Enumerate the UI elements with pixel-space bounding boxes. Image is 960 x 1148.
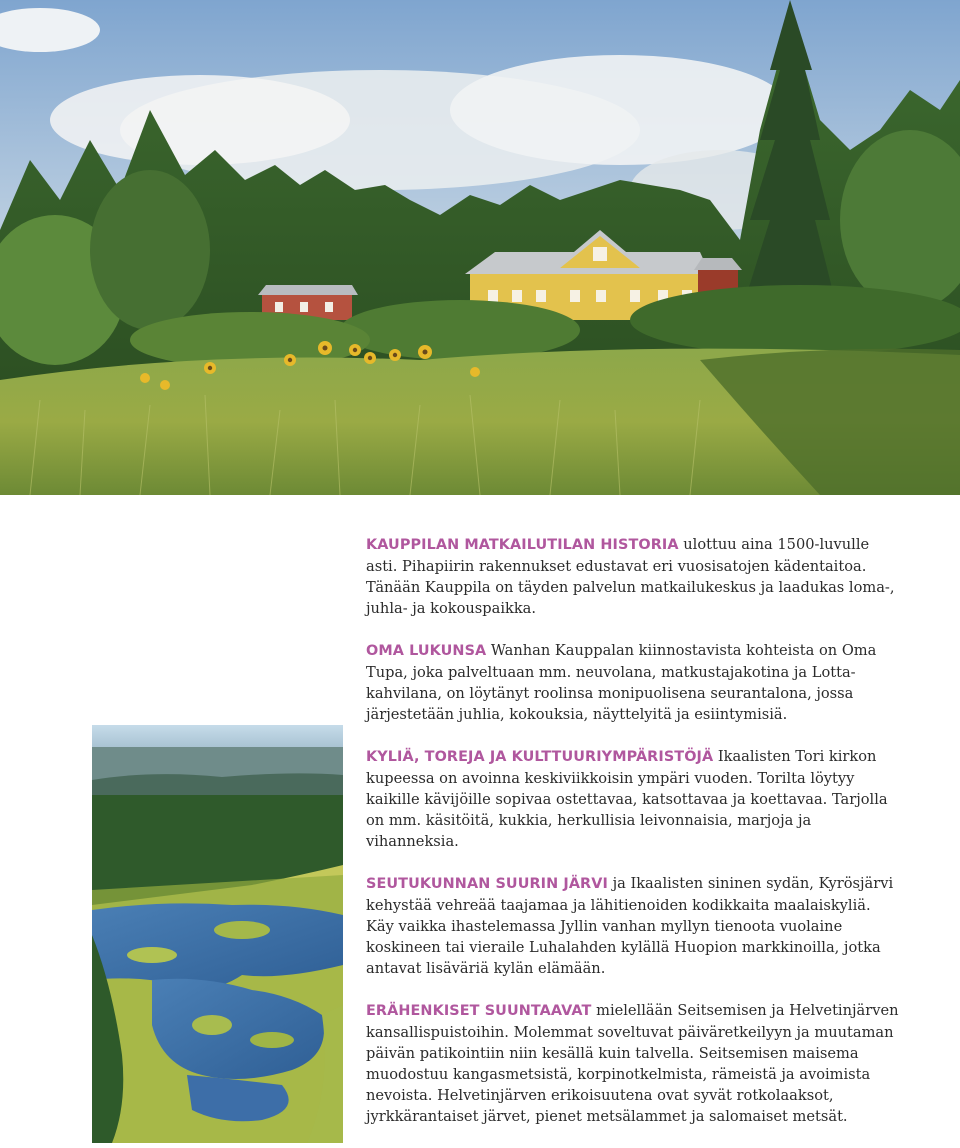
section-body: mielellään Seitsemisen ja Helvetinjärven kansallispuistoihin. Molemmat soveltuvat päiväretkeilyyn ja muutaman päivän patikointiin niin kesällä kuin talvella. Seitsemisen maisema muodostuu kangasmetsistä, korpinotkelmista, rämeistä ja avoimista nevoista. Helvetinjärven erikoisuutena ovat syvät rotkolaaksot, jyrkkärantaiset järvet, pienet metsälammet ja salomaiset metsät.: [366, 1002, 899, 1125]
section-oma-tupa: [366, 640, 901, 725]
section-lead: OMA LUKUNSA: [366, 643, 487, 659]
section-wilderness: [366, 1000, 901, 1127]
aerial-lake-forest-photo: [92, 725, 343, 1143]
section-body: ulottuu aina 1500-luvulle asti. Pihapiirin rakennukset edustavat eri vuosisatojen kädentaitoa. Tänään Kauppila on täyden palvelun matkailukeskus ja laadukas loma-, juhla- ja kokouspaikka.: [366, 536, 895, 617]
section-lead: KYLIÄ, TOREJA JA KULTTUURIYMPÄRISTÖJÄ: [366, 749, 714, 765]
section-villages-markets: [366, 746, 901, 852]
farmhouse-meadow-photo: [0, 0, 960, 495]
section-lead: KAUPPILAN MATKAILUTILAN HISTORIA: [366, 537, 679, 553]
section-history: [366, 534, 901, 619]
section-body: ja Ikaalisten sininen sydän, Kyrösjärvi kehystää vehreää taajamaa ja lähitienoiden kodikkaita maalaiskyliä. Käy vaikka ihastelemassa Jyllin vanhan myllyn tienoota vuolaine koskineen tai vieraile Luhalahden kylällä Huopion markkinoilla, jotka antavat lisäväriä kylän elämään.: [366, 875, 894, 977]
section-largest-lake: [366, 873, 901, 979]
section-lead: SEUTUKUNNAN SUURIN JÄRVI: [366, 876, 608, 892]
section-lead: ERÄHENKISET SUUNTAAVAT: [366, 1003, 592, 1019]
section-body: Wanhan Kauppalan kiinnostavista kohteista on Oma Tupa, joka palveltuaan mm. neuvolana, matkustajakotina ja Lotta-kahvilana, on löytänyt roolinsa monipuolisena seurantalona, jossa järjestetään juhlia, kokouksia, näyttelyitä ja esiintymisiä.: [366, 642, 877, 723]
section-body: Ikaalisten Tori kirkon kupeessa on avoinna keskiviikkoisin ympäri vuoden. Torilta löytyy kaikille kävijöille sopivaa ostettavaa, katsottavaa ja koettavaa. Tarjolla on mm. käsitöitä, kukkia, herkullisia leivonnaisia, marjoja ja vihanneksia.: [366, 748, 888, 850]
article-text-column: [366, 534, 901, 1148]
